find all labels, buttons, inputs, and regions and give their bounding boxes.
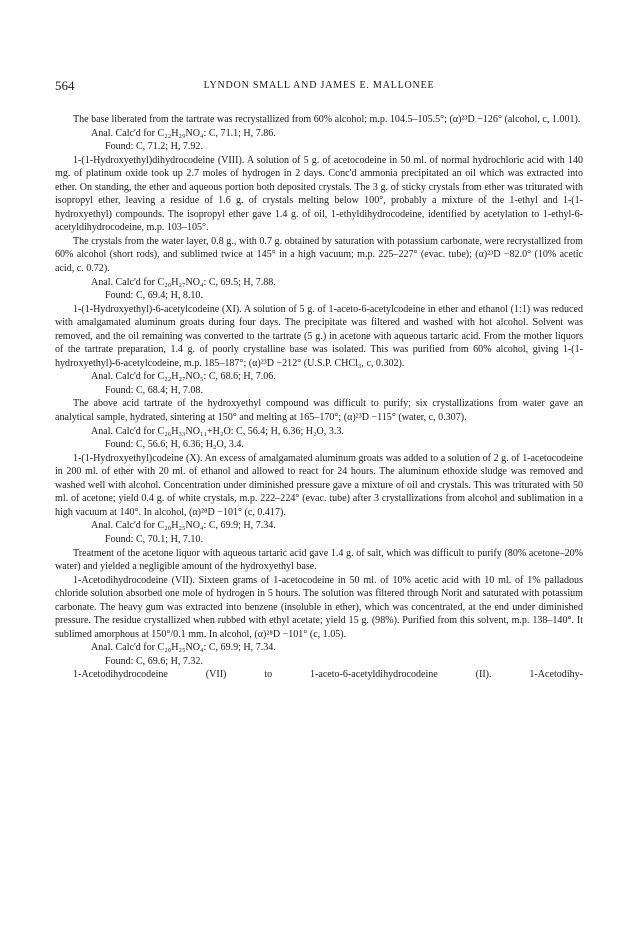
page-number: 564 [55, 78, 75, 93]
analysis-found: Found: C, 71.2; H, 7.92. [105, 141, 203, 153]
body-paragraph: 1-Acetodihydrocodeine (VII). Sixteen grams of 1-acetocodeine in 50 ml. of 10% acetic acid with 10 ml. of 1% palladous chloride solution absorbed one mole of hydrogen in 5 hours. The solution was filtered through Norit and saturated with potassium carbonate. The heavy gum was extracted into benzene (insoluble in ether), which was concentrated, at the end under diminished pressure. The residue crystallized when rubbed with ethyl acetate; yield 15 g. (98%). Purified from this solvent, m.p. 138–140°. It sublimed amorphous at 150°/0.1 mm. In alcohol, (α)²⁸D −101° (c, 1.05). [55, 574, 583, 640]
analysis-calculated: Anal. Calc'd for C₂₆H₃₃NO₁₁+H₂O: C, 56.4; H, 6.36; H₂O, 3.3. [91, 425, 344, 437]
analysis-calculated: Anal. Calc'd for C₂₀H₂₇NO₄: C, 69.5; H, 7.88. [91, 276, 276, 288]
body-paragraph: The above acid tartrate of the hydroxyethyl compound was difficult to purify; six crystallizations from water gave an analytical sample, hydrated, sintering at 150° and melting at 165–170°; (α)²³D −115° (water, c, 0.307). [55, 398, 583, 424]
body-paragraph: 1-(1-Hydroxyethyl)codeine (X). An excess of amalgamated aluminum groats was added to a solution of 2 g. of 1-acetocodeine in 200 ml. of ether with 20 ml. of ethanol and allowed to react for 24 hours. The aluminum ethoxide sludge was removed and washed well with alcohol. Concentration under diminished pressure gave a mixture of oil and crystals. This was triturated with 50 ml. of acetone; yield 0.4 g. of white crystals, m.p. 222–224° (evac. tube) after 3 crystallizations from alcohol and sublimation in a high vacuum at 140°. In alcohol, (α)²⁸D −101° (c, 0.417). [55, 452, 583, 518]
article-body [55, 113, 583, 682]
analysis-calculated: Anal. Calc'd for C₂₂H₂₉NO₄: C, 71.1; H, 7.86. [91, 127, 276, 139]
analysis-found: Found: C, 69.6; H, 7.32. [105, 655, 203, 667]
analysis-calculated: Anal. Calc'd for C₂₂H₂₇NO₅: C, 68.6; H, 7.06. [91, 371, 276, 383]
body-paragraph: 1-Acetodihydrocodeine (VII) to 1-aceto-6-acetyldihydrocodeine (II). 1-Acetodihy- [73, 669, 583, 681]
body-paragraph: The base liberated from the tartrate was recrystallized from 60% alcohol; m.p. 104.5–105.5°; (α)²³D −126° (alcohol, c, 1.001). [73, 114, 581, 125]
body-paragraph: 1-(1-Hydroxyethyl)-6-acetylcodeine (XI). A solution of 5 g. of 1-aceto-6-acetylcodeine in ether and ethanol (1:1) was reduced with amalgamated aluminum groats during four days. The precipitate was filtered and washed with hot alcohol. Solvent was removed, and the oil remaining was converted to the tartrate (5 g.) in acetone with aqueous tartaric acid. From the mother liquors of the tartrate preparation, 1.4 g. of poorly crystalline base was isolated. This was purified from 60% alcohol, giving 1-(1-hydroxyethyl)-6-acetylcodeine, m.p. 185–187°; (α)²³D −212° (U.S.P. CHCl₃, c, 0.302). [55, 303, 583, 369]
body-paragraph: 1-(1-Hydroxyethyl)dihydrocodeine (VIII). A solution of 5 g. of acetocodeine in 50 ml. of normal hydrochloric acid with 140 mg. of platinum oxide took up 2.7 moles of hydrogen in 2 days. Conc'd ammonia precipitated an oil which was extracted into ether. On standing, the ether and aqueous portion both deposited crystals. The 3 g. of sticky crystals from ether was triturated with isopropyl ether, leaving a residue of 1.6 g. of crystals melting below 100°, probably a mixture of the 1-ethyl and 1-(1-hydroxyethyl) compounds. The isopropyl ether gave 1.4 g. of oil, 1-ethyldihydrocodeine, identified by acetylation to 1-ethyl-6-acetyldihydrocodeine, m.p. 103–105°. [55, 154, 583, 234]
analysis-found: Found: C, 56.6; H, 6.36; H₂O, 3.4. [105, 439, 244, 451]
analysis-calculated: Anal. Calc'd for C₂₀H₂₅NO₄: C, 69.9; H, 7.34. [91, 520, 276, 532]
analysis-found: Found: C, 68.4; H, 7.08. [105, 384, 203, 396]
running-head: LYNDON SMALL AND JAMES E. MALLONEE [203, 80, 435, 91]
analysis-calculated: Anal. Calc'd for C₂₀H₂₅NO₄: C, 69.9; H, 7.34. [91, 642, 276, 654]
body-paragraph: Treatment of the acetone liquor with aqueous tartaric acid gave 1.4 g. of salt, which was difficult to purify (80% acetone–20% water) and yielded a negligible amount of the hydroxyethyl base. [55, 547, 583, 573]
analysis-found: Found: C, 70.1; H, 7.10. [105, 533, 203, 545]
analysis-found: Found: C, 69.4; H, 8.10. [105, 290, 203, 302]
body-paragraph: The crystals from the water layer, 0.8 g., with 0.7 g. obtained by saturation with potassium carbonate, were recrystallized from 60% alcohol (short rods), and sublimed twice at 145° in a high vacuum; m.p. 225–227° (evac. tube); (α)²³D −82.0° (10% acetic acid, c. 0.72). [55, 235, 583, 275]
page-header [55, 78, 583, 94]
